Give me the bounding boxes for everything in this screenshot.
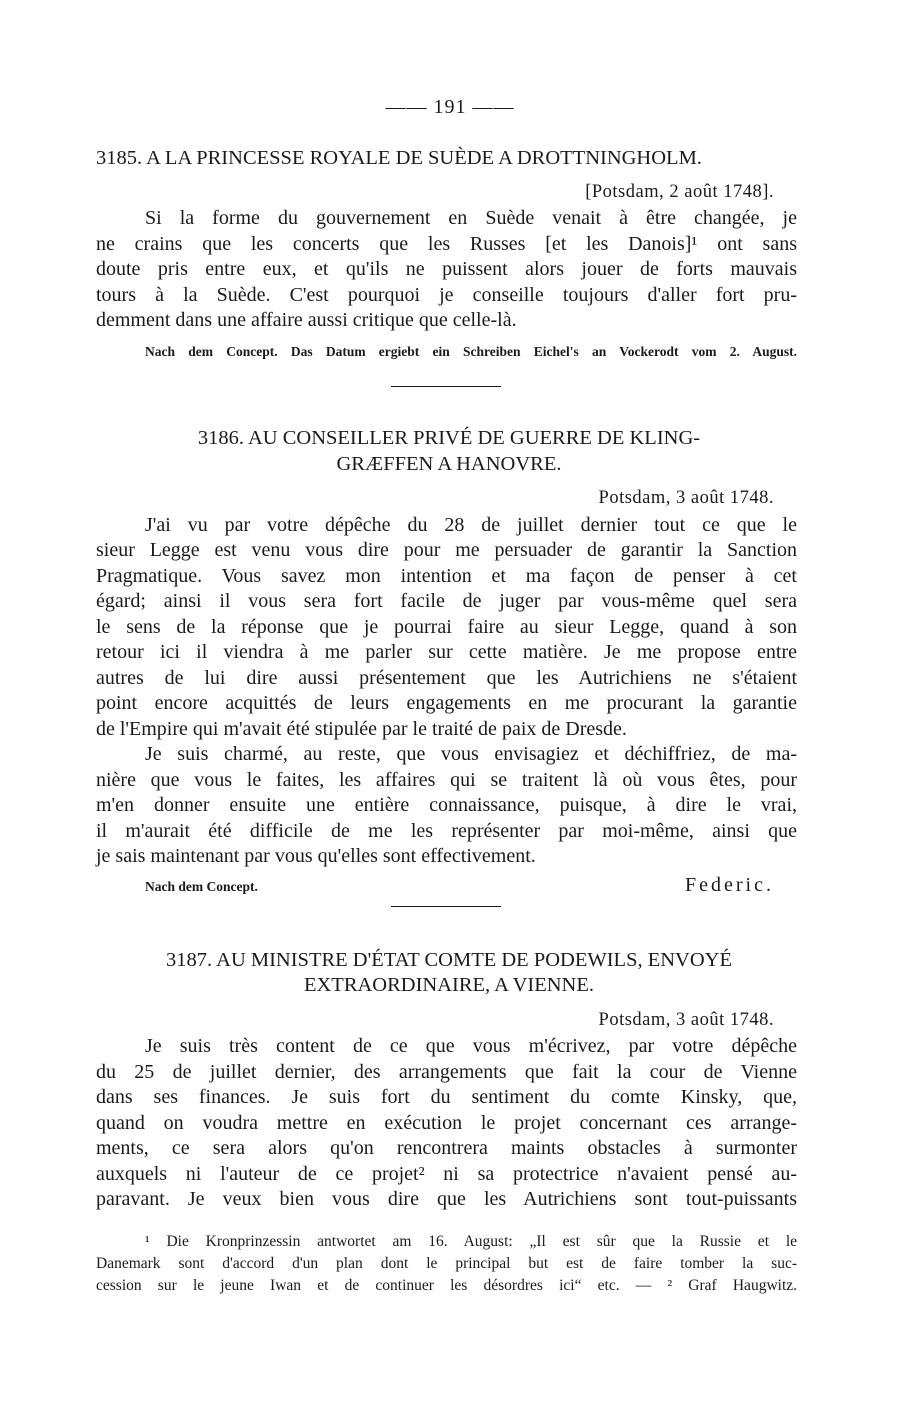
section-divider <box>391 386 501 387</box>
letter-3186-line: retour ici il viendra à me parler sur cette matière. Je me propose entre <box>96 641 797 663</box>
letter-3186-line: je sais maintenant par vous qu'elles sont effectivement. <box>96 845 536 867</box>
letter-3186-line: J'ai vu par votre dépêche du 28 de juillet dernier tout ce que le <box>145 514 797 536</box>
page-number-header: —— 191 —— <box>385 96 515 118</box>
letter-3186-line: nière que vous le faites, les affaires qui se traitent là où vous êtes, pour <box>96 769 797 791</box>
letter-3186-line: le sens de la réponse que je pourrai faire au sieur Legge, quand à son <box>96 616 797 638</box>
letter-3186-title-line-1: 3186. AU CONSEILLER PRIVÉ DE GUERRE DE KLING- <box>197 427 701 449</box>
letter-3187-line: du 25 de juillet dernier, des arrangements que fait la cour de Vienne <box>96 1061 797 1083</box>
letter-3185-line: Si la forme du gouvernement en Suède venait à être changée, je <box>145 207 797 229</box>
letter-3186-line: Je suis charmé, au reste, que vous envisagiez et déchiffriez, de ma- <box>145 743 797 765</box>
letter-3187-line: Je suis très content de ce que vous m'écrivez, par votre dépêche <box>145 1035 797 1057</box>
letter-3186-source-note: Nach dem Concept. <box>145 879 258 894</box>
letter-3186-date: Potsdam, 3 août 1748. <box>598 488 774 508</box>
letter-3187-line: dans ses finances. Je suis fort du sentiment du comte Kinsky, que, <box>96 1086 797 1108</box>
section-divider <box>391 906 501 907</box>
letter-3187-line: quand on voudra mettre en exécution le projet concernant ces arrange- <box>96 1112 797 1134</box>
letter-3185-title: 3185. A LA PRINCESSE ROYALE DE SUÈDE A DROTTNINGHOLM. <box>96 147 702 169</box>
letter-3186-signature: Federic. <box>685 874 774 896</box>
letter-3186-line: m'en donner ensuite une entière connaissance, puisque, à dire le vrai, <box>96 794 797 816</box>
footnote-line: ¹ Die Kronprinzessin antwortet am 16. August: „Il est sûr que la Russie et le <box>145 1233 797 1250</box>
letter-3187-date: Potsdam, 3 août 1748. <box>598 1010 774 1030</box>
letter-3187-line: auxquels ni l'auteur de ce projet² ni sa protectrice n'avaient pensé au- <box>96 1163 797 1185</box>
letter-3185-line: demment dans une affaire aussi critique que celle-là. <box>96 309 517 331</box>
letter-3187-title-line-2: EXTRAORDINAIRE, A VIENNE. <box>303 974 595 996</box>
letter-3187-line: paravant. Je veux bien vous dire que les Autrichiens sont tout-puissants <box>96 1188 797 1210</box>
letter-3186-line: de l'Empire qui m'avait été stipulée par le traité de paix de Dresde. <box>96 718 627 740</box>
letter-3186-line: Pragmatique. Vous savez mon intention et ma façon de penser à cet <box>96 565 797 587</box>
letter-3186-line: il m'aurait été difficile de me les représenter par moi-même, ainsi que <box>96 820 797 842</box>
letter-3187-line: ments, ce sera alors qu'on rencontrera maints obstacles à surmonter <box>96 1137 797 1159</box>
letter-3185-line: doute pris entre eux, et qu'ils ne puissent alors jouer de forts mauvais <box>96 258 797 280</box>
letter-3186-line: sieur Legge est venu vous dire pour me persuader de garantir la Sanction <box>96 539 797 561</box>
letter-3187-title-line-1: 3187. AU MINISTRE D'ÉTAT COMTE DE PODEWILS, ENVOYÉ <box>166 949 732 971</box>
letter-3185-source-note: Nach dem Concept. Das Datum ergiebt ein Schreiben Eichel's an Vockerodt vom 2. August. <box>145 344 797 359</box>
letter-3185-line: tours à la Suède. C'est pourquoi je conseille toujours d'aller fort pru- <box>96 284 797 306</box>
letter-3186-title-line-2: GRÆFFEN A HANOVRE. <box>336 453 562 475</box>
letter-3185-line: ne crains que les concerts que les Russes [et les Danois]¹ ont sans <box>96 233 797 255</box>
letter-3186-line: point encore acquittés de leurs engagements en me procurant la garantie <box>96 692 797 714</box>
letter-3186-line: égard; ainsi il vous sera fort facile de juger par vous-même quel sera <box>96 590 797 612</box>
footnote-line: Danemark sont d'accord d'un plan dont le principal but est de faire tomber la suc- <box>96 1255 797 1272</box>
letter-3186-line: autres de lui dire aussi présentement que les Autrichiens ne s'étaient <box>96 667 797 689</box>
letter-3185-date: [Potsdam, 2 août 1748]. <box>585 182 774 202</box>
footnote-line: cession sur le jeune Iwan et de continuer les désordres ici“ etc. — ² Graf Haugwitz. <box>96 1277 797 1294</box>
